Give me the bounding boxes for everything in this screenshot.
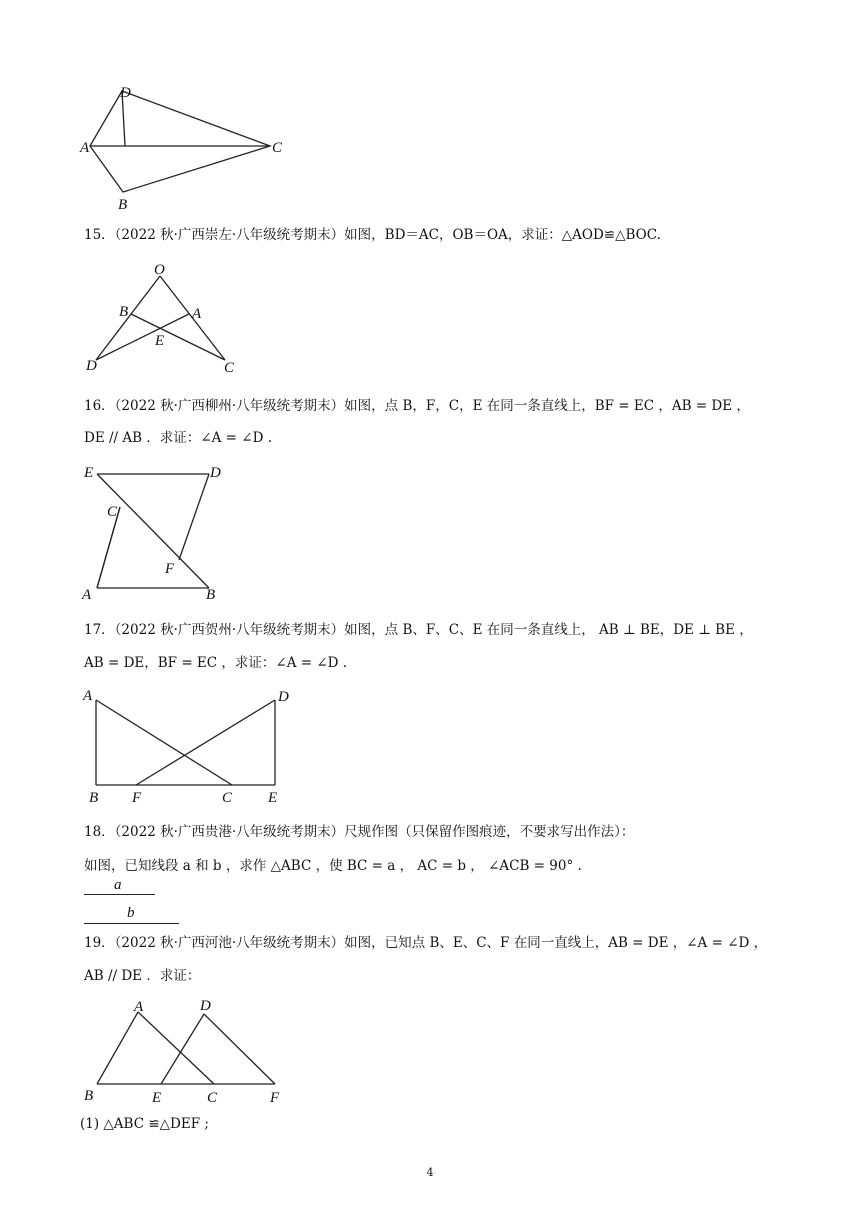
label-d: D bbox=[120, 85, 131, 101]
page-number: 4 bbox=[426, 1166, 434, 1179]
figure-q16 bbox=[80, 460, 240, 603]
label-c: C bbox=[272, 140, 283, 156]
label-d: D bbox=[210, 465, 221, 481]
question-18-line2: 如图，已知线段 a 和 b ，求作 △ABC ，使 BC = a ， AC = b ， ∠ACB = 90° . bbox=[84, 858, 582, 874]
figure-kite-abcd bbox=[80, 80, 300, 215]
segment-a-label: a bbox=[114, 877, 122, 893]
question-19-line1: 19．（2022 秋·广西河池·八年级统考期末）如图，已知点 B、E、C、F 在同一直线上，AB = DE ，∠A = ∠D ， bbox=[84, 935, 768, 951]
question-19-part1: (1) △ABC ≌△DEF ; bbox=[80, 1116, 209, 1132]
question-17-line1: 17．（2022 秋·广西贺州·八年级统考期末）如图，点 B、F、C、E 在同一条直线上， AB ⊥ BE，DE ⊥ BE ， bbox=[84, 622, 753, 638]
segment-df bbox=[136, 700, 275, 785]
segment-ab bbox=[97, 1012, 138, 1084]
label-a: A bbox=[83, 688, 93, 704]
label-o: O bbox=[154, 262, 165, 278]
segment-df bbox=[179, 474, 209, 560]
label-f: F bbox=[270, 1090, 280, 1106]
figure-q17 bbox=[80, 685, 300, 810]
label-c: C bbox=[207, 1090, 218, 1106]
segment-de bbox=[161, 1014, 204, 1084]
segment-ad bbox=[96, 314, 189, 360]
segment-bc bbox=[131, 314, 225, 360]
question-19-line2: AB // DE ．求证： bbox=[84, 968, 201, 984]
label-b: B bbox=[84, 1088, 94, 1104]
label-b: B bbox=[89, 790, 99, 806]
label-c: C bbox=[224, 360, 235, 376]
label-e: E bbox=[268, 790, 278, 806]
figure-q15 bbox=[80, 262, 250, 377]
question-15: 15．（2022 秋·广西崇左·八年级统考期末）如图，BD＝AC，OB＝OA，求证：△AOD≌△BOC. bbox=[84, 227, 661, 243]
label-a: A bbox=[80, 140, 90, 156]
label-b: B bbox=[206, 587, 216, 603]
label-a: A bbox=[192, 306, 202, 322]
question-16-line1: 16．（2022 秋·广西柳州·八年级统考期末）如图，点 B，F，C，E 在同一条直线上，BF = EC ，AB = DE ， bbox=[84, 398, 750, 414]
segment-b-label: b bbox=[127, 905, 135, 921]
label-f: F bbox=[132, 790, 142, 806]
segment-ac bbox=[96, 700, 232, 785]
segment-a-line bbox=[84, 894, 155, 895]
label-c: C bbox=[222, 790, 233, 806]
label-d: D bbox=[278, 689, 289, 705]
label-b: B bbox=[118, 197, 128, 213]
label-d: D bbox=[200, 998, 211, 1014]
label-e: E bbox=[84, 465, 94, 481]
label-e: E bbox=[152, 1090, 162, 1106]
label-c: C bbox=[107, 504, 118, 520]
kite-outline bbox=[90, 91, 270, 192]
label-d: D bbox=[86, 358, 97, 374]
question-16-line2: DE // AB ．求证：∠A = ∠D . bbox=[84, 430, 272, 446]
label-f: F bbox=[165, 561, 175, 577]
label-a: A bbox=[82, 587, 92, 603]
label-a: A bbox=[134, 999, 144, 1015]
segment-ac bbox=[138, 1012, 214, 1084]
label-b: B bbox=[119, 304, 129, 320]
question-18-line1: 18．（2022 秋·广西贵港·八年级统考期末）尺规作图（只保留作图痕迹，不要求写出作法）： bbox=[84, 824, 635, 840]
segment-df bbox=[204, 1014, 275, 1084]
question-17-line2: AB = DE，BF = EC ，求证：∠A = ∠D . bbox=[84, 655, 348, 671]
segment-b-line bbox=[84, 923, 179, 924]
label-e: E bbox=[155, 333, 165, 349]
figure-q19 bbox=[80, 996, 300, 1106]
